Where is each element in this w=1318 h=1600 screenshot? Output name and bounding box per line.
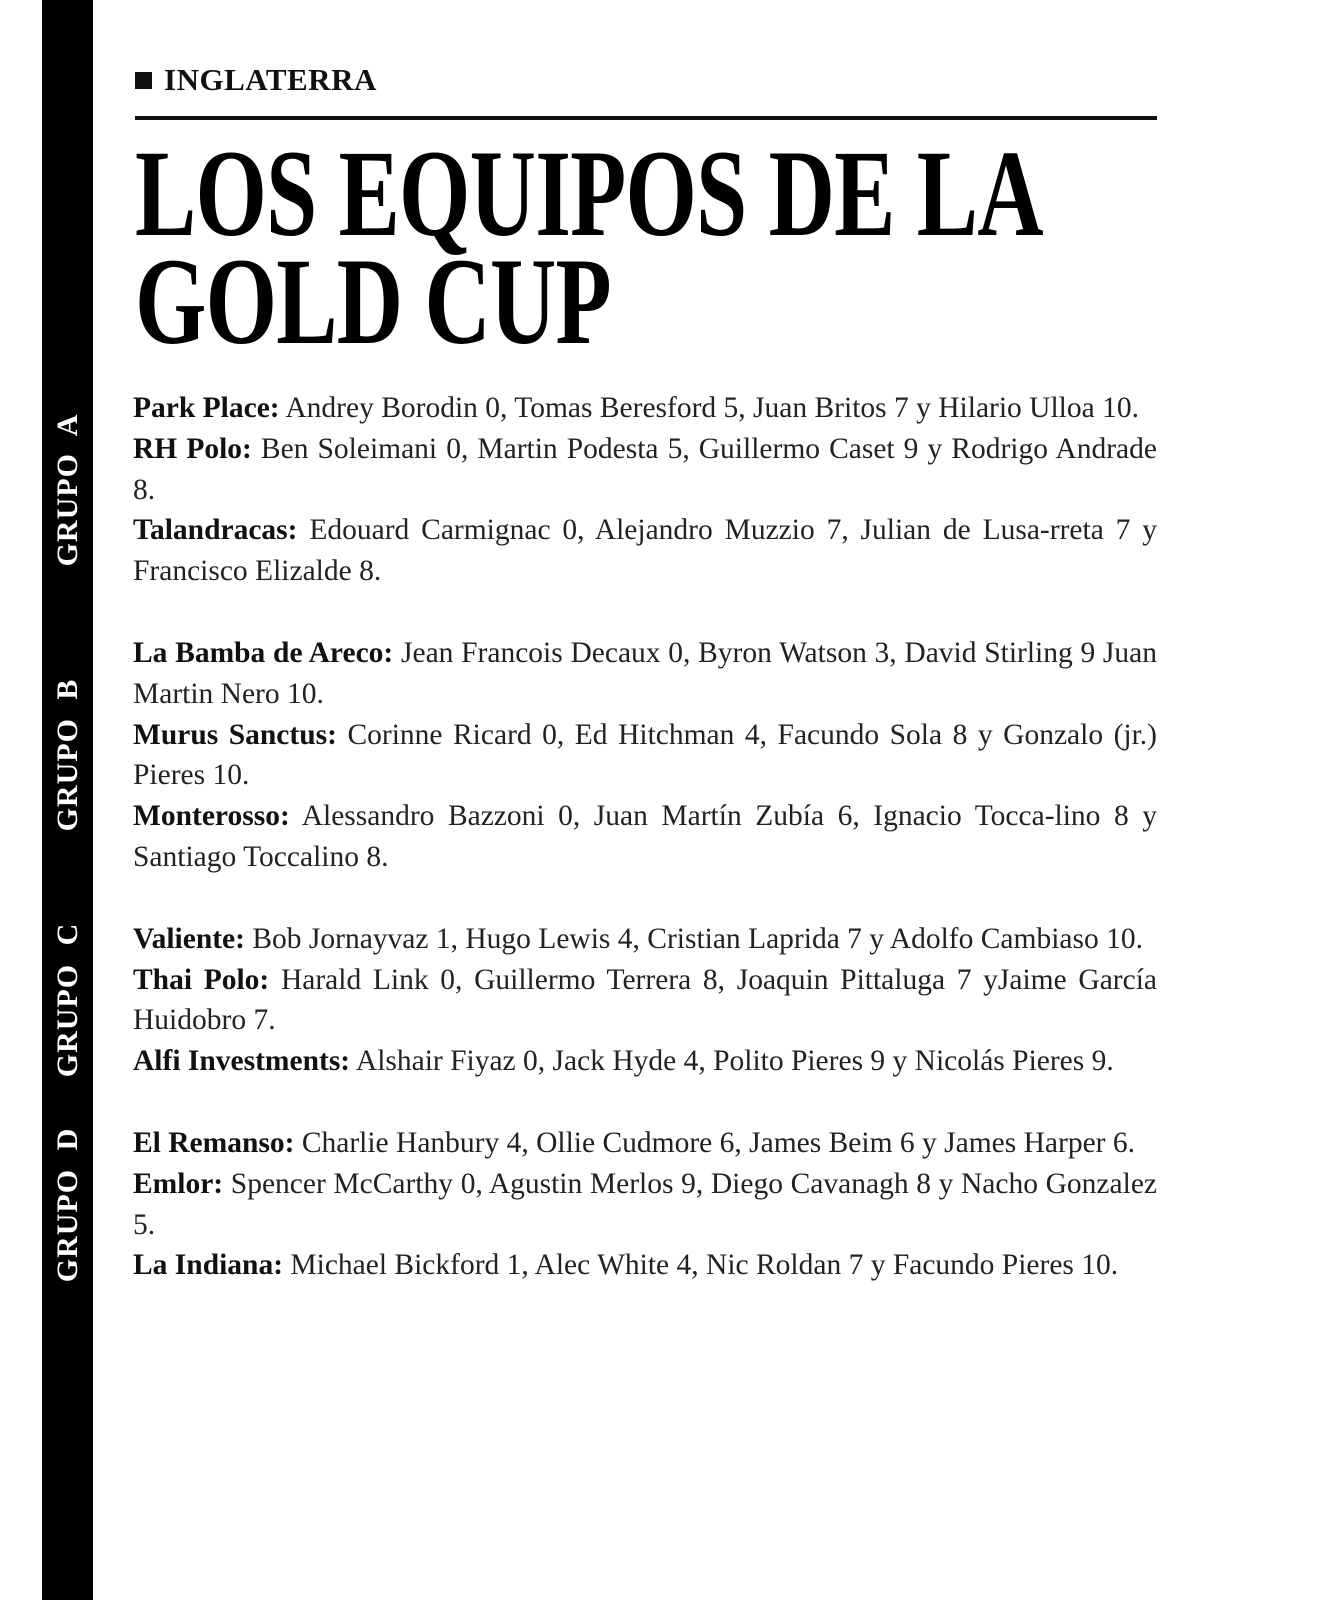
header-rule [135,116,1157,120]
team-players: Bob Jornayvaz 1, Hugo Lewis 4, Cristian Laprida 7 y Adolfo Cambiaso 10. [252,922,1143,955]
group-label: GRUPO D [51,1127,84,1282]
team-name: Valiente: [133,922,245,955]
team-entry [133,1041,1157,1082]
team-entry [133,796,1157,878]
team-name: El Remanso: [133,1126,295,1159]
team-entry [133,1123,1157,1164]
title-line-2: GOLD CUP [135,233,611,370]
group-label: GRUPO B [51,678,84,832]
section-label: INGLATERRA [164,62,377,97]
group-a [51,388,1158,592]
group-c [51,919,1157,1082]
team-players: Jean Francois Decaux 0, Byron Watson 3, David Stirling 9 Juan Martin Nero 10. [133,636,1157,710]
team-entry [133,510,1157,592]
page-title [135,125,1043,370]
team-entry [133,715,1157,797]
team-players: Michael Bickford 1, Alec White 4, Nic Roldan 7 y Facundo Pieres 10. [290,1249,1119,1282]
team-name: Emlor: [133,1167,224,1200]
team-name: La Bamba de Areco: [133,636,394,669]
team-name: Talandracas: [133,514,298,547]
team-players: Charlie Hanbury 4, Ollie Cudmore 6, James Beim 6 y James Harper 6. [301,1126,1136,1159]
team-players: Edouard Carmignac 0, Alejandro Muzzio 7, Julian de Lusa-rreta 7 y Francisco Elizalde 8. [133,514,1158,588]
group-d [51,1123,1158,1286]
team-name: RH Polo: [133,432,252,465]
team-name: La Indiana: [133,1249,284,1282]
team-name: Park Place: [133,392,280,424]
group-label: GRUPO A [51,413,84,567]
team-name: Monterosso: [133,800,290,833]
team-entry [133,633,1157,715]
group-b [51,633,1157,878]
team-players: Harald Link 0, Guillermo Terrera 8, Joaquin Pittaluga 7 yJaime García Huidobro 7. [133,963,1157,1037]
team-players: Corinne Ricard 0, Ed Hitchman 4, Facundo Sola 8 y Gonzalo (jr.) Pieres 10. [133,718,1157,792]
team-players: Andrey Borodin 0, Tomas Beresford 5, Juan Britos 7 y Hilario Ulloa 10. [285,392,1139,424]
team-entry [133,919,1157,960]
team-name: Alfi Investments: [133,1045,351,1078]
team-players: Alessandro Bazzoni 0, Juan Martín Zubía 6, Ignacio Tocca-lino 8 y Santiago Toccalino 8. [133,800,1157,873]
teams-list [51,388,1158,1327]
group-label: GRUPO C [51,923,84,1078]
team-players: Ben Soleimani 0, Martin Podesta 5, Guillermo Caset 9 y Rodrigo Andrade 8. [133,432,1157,506]
title-line-1: LOS EQUIPOS DE LA [135,125,1043,262]
team-players: Spencer McCarthy 0, Agustin Merlos 9, Diego Cavanagh 8 y Nacho Gonzalez 5. [133,1167,1158,1241]
team-players: Alshair Fiyaz 0, Jack Hyde 4, Polito Pieres 9 y Nicolás Pieres 9. [355,1045,1114,1078]
team-entry [133,429,1157,511]
team-entry [133,960,1157,1042]
team-entry [133,1164,1157,1246]
square-bullet-icon [135,72,152,89]
team-name: Thai Polo: [133,963,270,996]
team-entry [133,1245,1157,1286]
team-name: Murus Sanctus: [133,718,337,751]
team-entry [133,388,1157,429]
section-kicker [135,62,377,98]
